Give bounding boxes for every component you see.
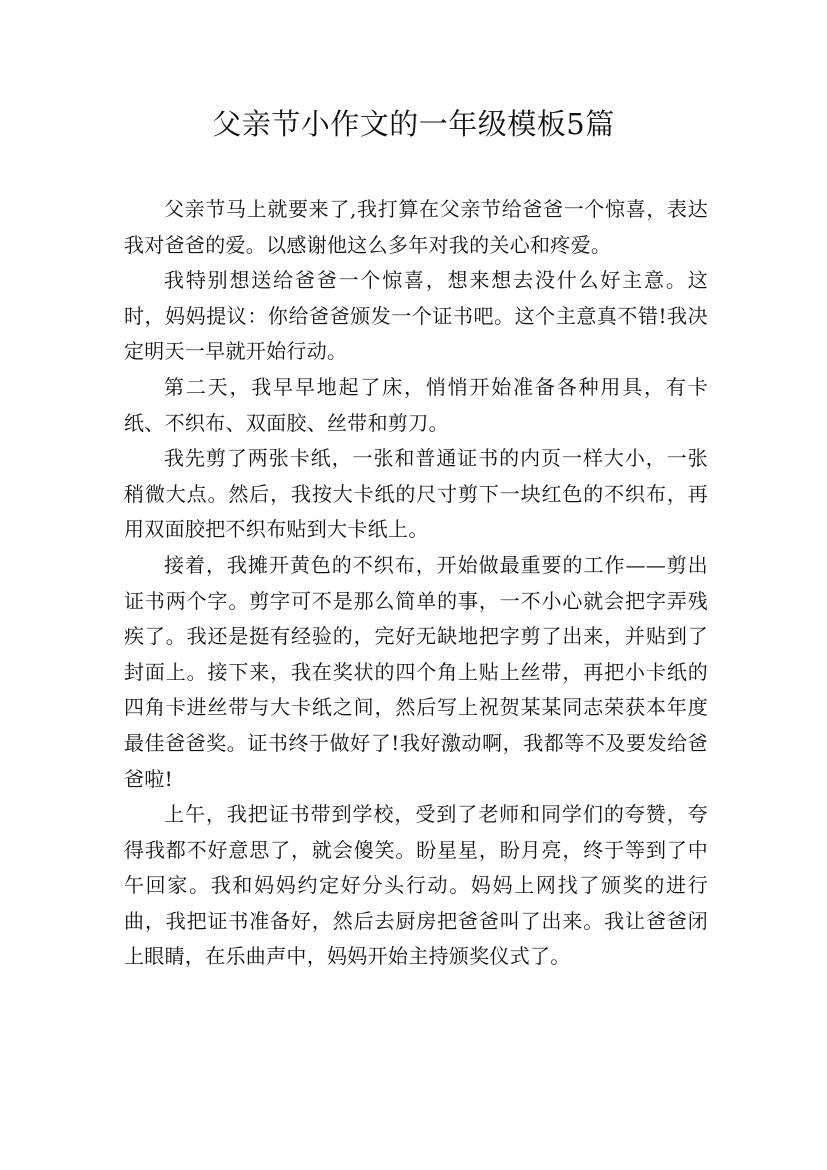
document-body [124, 192, 708, 975]
paragraph-6: 上午，我把证书带到学校，受到了老师和同学们的夸赞，夸得我都不好意思了，就会傻笑。盼星星，盼月亮，终于等到了中午回家。我和妈妈约定好分头行动。妈妈上网找了颁奖的进行曲，我把证书准备好，然后去厨房把爸爸叫了出来。我让爸爸闭上眼睛，在乐曲声中，妈妈开始主持颁奖仪式了。 [124, 802, 708, 969]
paragraph-4: 我先剪了两张卡纸，一张和普通证书的内页一样大小，一张稍微大点。然后，我按大卡纸的尺寸剪下一块红色的不织布，再用双面胶把不织布贴到大卡纸上。 [124, 446, 708, 542]
paragraph-1: 父亲节马上就要来了,我打算在父亲节给爸爸一个惊喜，表达我对爸爸的爱。以感谢他这么多年对我的关心和疼爱。 [124, 197, 708, 257]
paragraph-3: 第二天，我早早地起了床，悄悄开始准备各种用具，有卡纸、不织布、双面胶、丝带和剪刀。 [124, 374, 708, 435]
paragraph-2: 我特别想送给爸爸一个惊喜，想来想去没什么好主意。这时，妈妈提议：你给爸爸颁发一个证书吧。这个主意真不错!我决定明天一早就开始行动。 [124, 268, 708, 364]
paragraph-5: 接着，我摊开黄色的不织布，开始做最重要的工作——剪出证书两个字。剪字可不是那么简单的事，一不小心就会把字弄残疾了。我还是挺有经验的，完好无缺地把字剪了出来，并贴到了封面上。接下来，我在奖状的四个角上贴上丝带，再把小卡纸的四角卡进丝带与大卡纸之间，然后写上祝贺某某同志荣获本年度最佳爸爸奖。证书终于做好了!我好激动啊，我都等不及要发给爸爸啦! [124, 552, 708, 791]
document-title: 父亲节小作文的一年级模板5篇 [212, 107, 615, 141]
